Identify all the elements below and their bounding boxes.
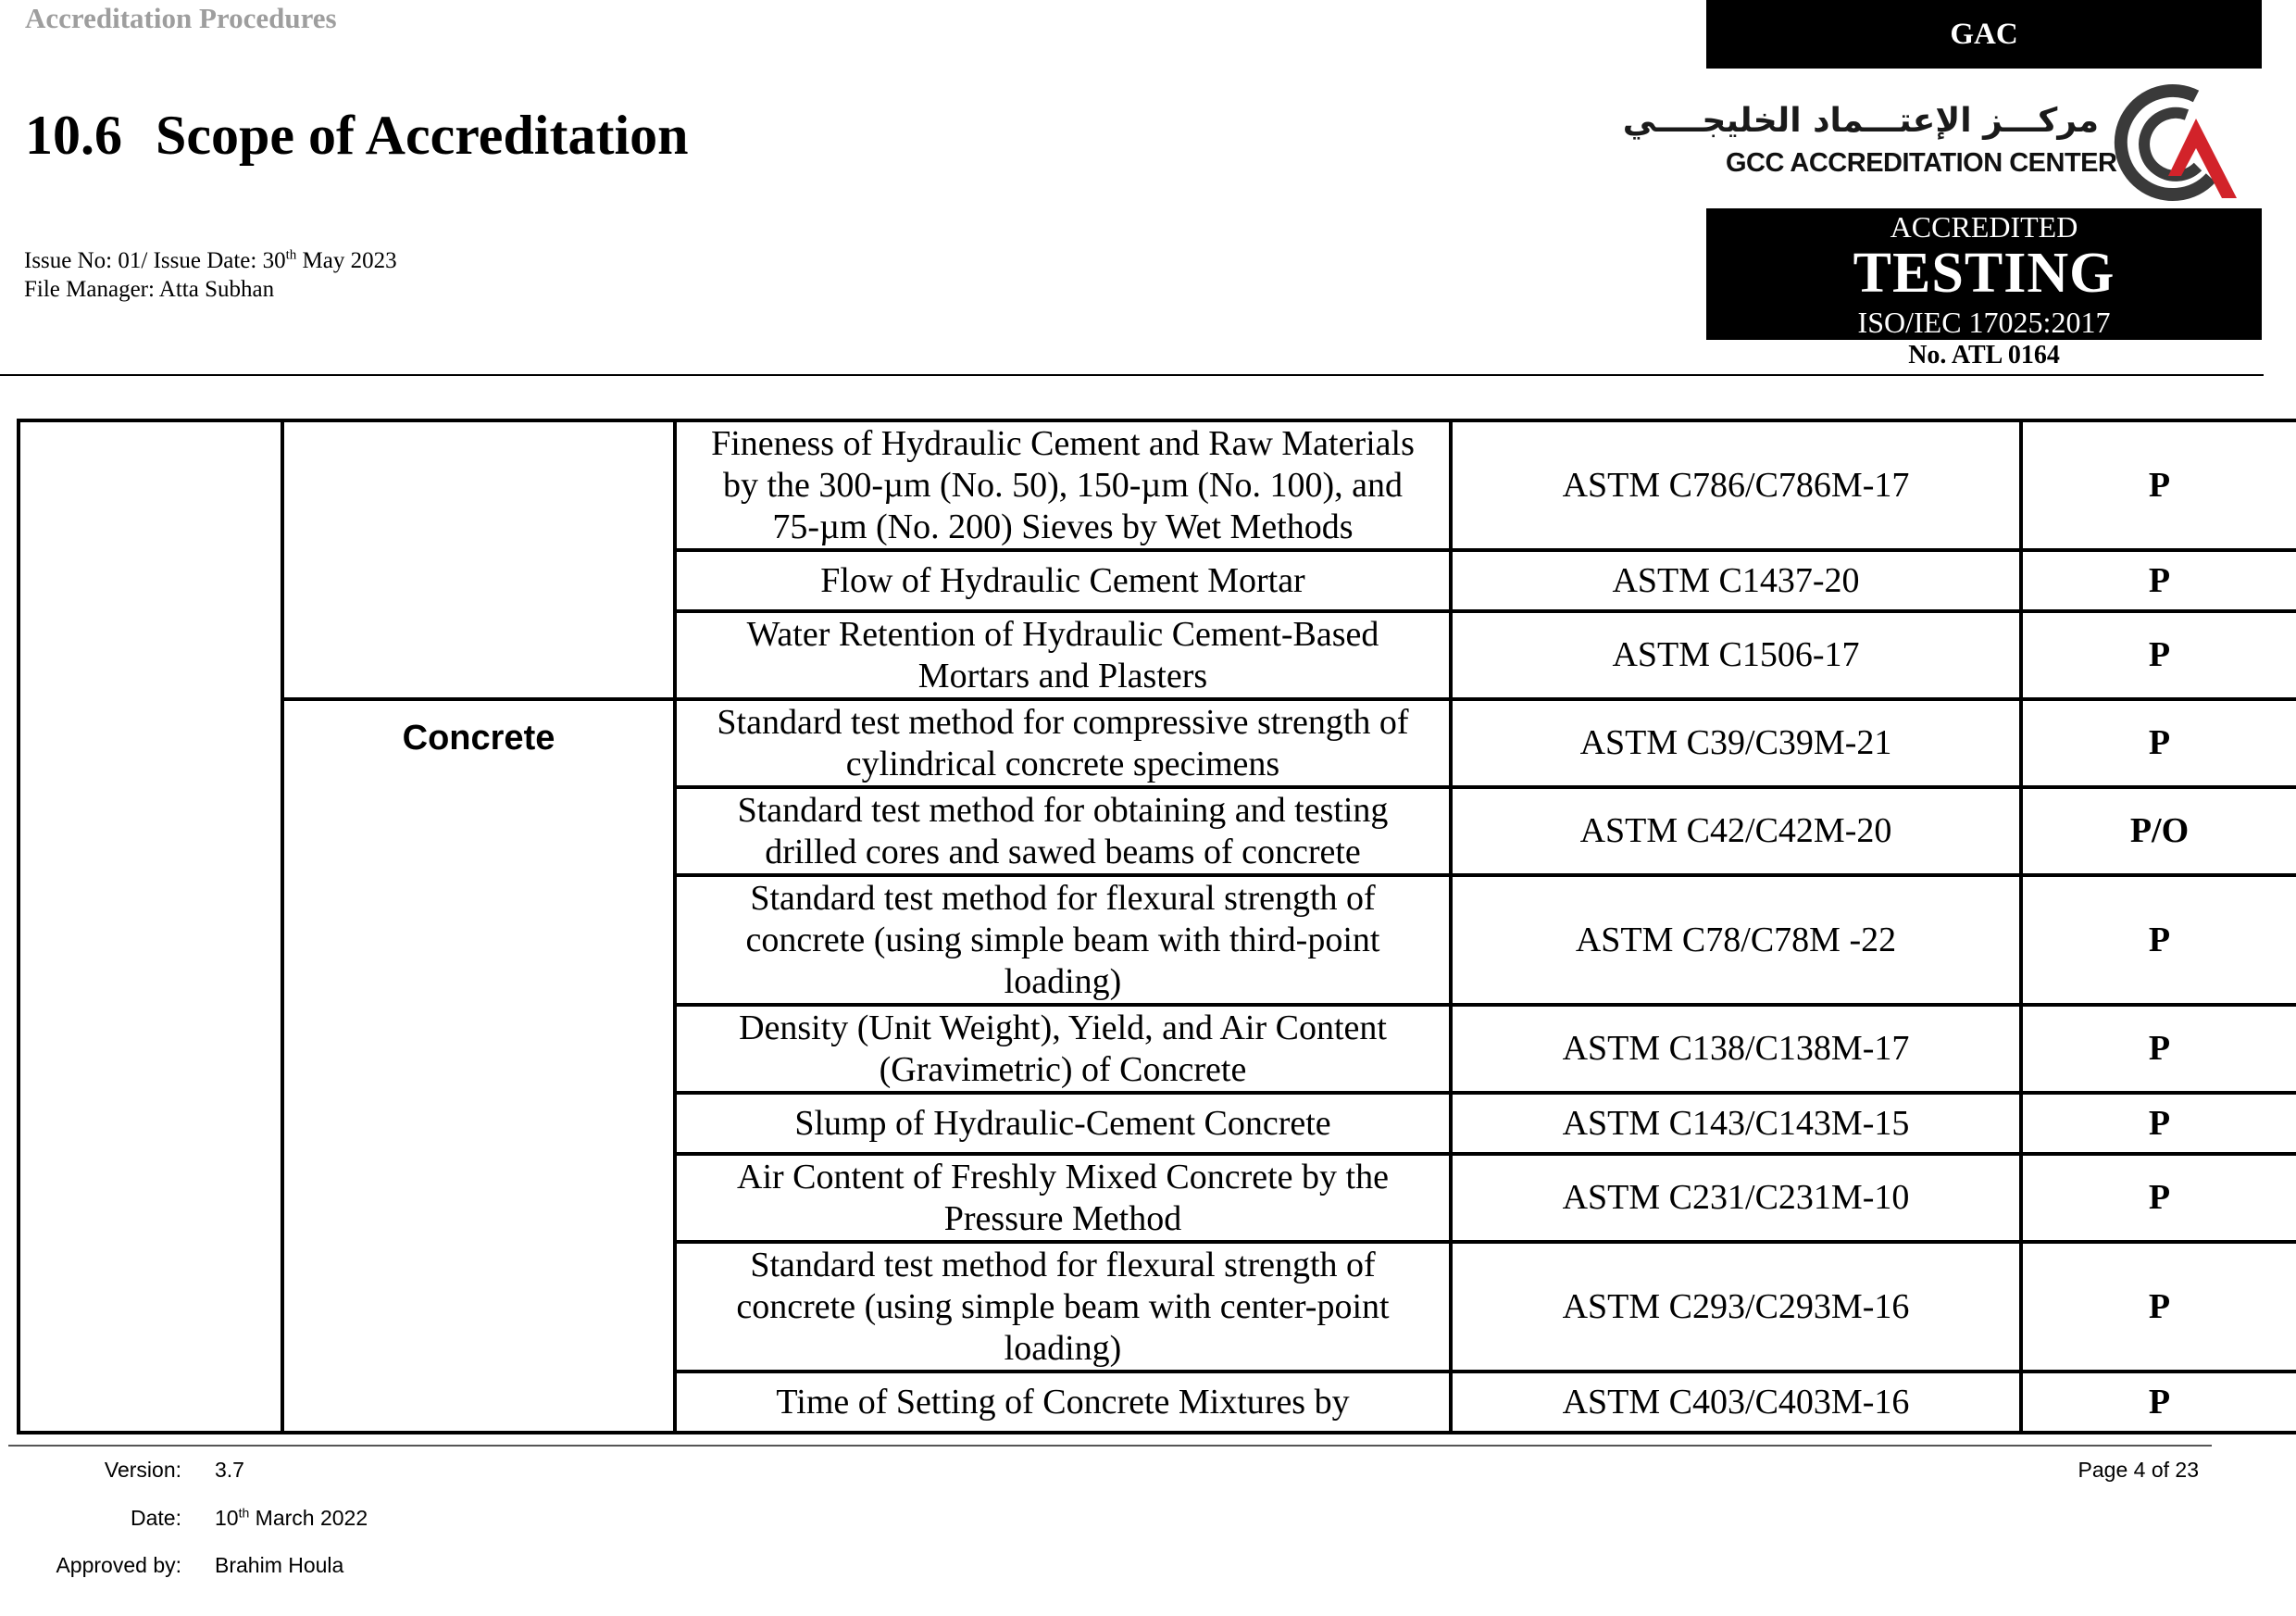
table-row — [19, 420, 2296, 550]
test-name: Standard test method for obtaining and testing drilled cores and sawed beams of concrete — [675, 787, 1451, 875]
gac-bar: GAC — [1706, 0, 2262, 69]
test-name: Slump of Hydraulic-Cement Concrete — [675, 1093, 1451, 1154]
accreditation-number: No. ATL 0164 — [1908, 341, 2060, 370]
standard-ref: ASTM C231/C231M-10 — [1451, 1154, 2021, 1242]
gac-arabic-name: مركـــز الإعتـــماد الخليجــــي — [1622, 102, 2099, 140]
standard-ref: ASTM C1506-17 — [1451, 611, 2021, 699]
version-value: 3.7 — [215, 1458, 244, 1482]
test-name: Density (Unit Weight), Yield, and Air Content (Gravimetric) of Concrete — [675, 1005, 1451, 1093]
approved-value: Brahim Houla — [215, 1553, 344, 1577]
standard-ref: ASTM C42/C42M-20 — [1451, 787, 2021, 875]
location-code: P — [2021, 699, 2296, 787]
location-code: P — [2021, 420, 2296, 550]
test-name: Flow of Hydraulic Cement Mortar — [675, 550, 1451, 611]
footer-divider — [8, 1445, 2212, 1447]
location-code: P — [2021, 875, 2296, 1005]
standard-ref: ASTM C1437-20 — [1451, 550, 2021, 611]
location-code: P — [2021, 550, 2296, 611]
test-name: Standard test method for flexural strength of concrete (using simple beam with center-point loading) — [675, 1242, 1451, 1372]
gac-logo-icon — [2107, 76, 2246, 206]
version-label: Version: — [104, 1458, 181, 1482]
test-name: Fineness of Hydraulic Cement and Raw Materials by the 300-µm (No. 50), 150-µm (No. 100), and 75-µm (No. 200) Sieves by Wet Methods — [675, 420, 1451, 550]
location-code: P/O — [2021, 787, 2296, 875]
testing-label: TESTING — [1853, 242, 2115, 305]
file-manager: File Manager: Atta Subhan — [24, 277, 275, 302]
document-series-label: Accreditation Procedures — [25, 2, 337, 34]
field-cell — [19, 420, 282, 1433]
iso-standard: ISO/IEC 17025:2017 — [1857, 306, 2111, 339]
location-code: P — [2021, 1093, 2296, 1154]
location-code: P — [2021, 1242, 2296, 1372]
section-title: Scope of Accreditation — [156, 105, 689, 166]
page-title — [25, 104, 688, 168]
section-number: 10.6 — [25, 105, 122, 166]
location-code: P — [2021, 1154, 2296, 1242]
category-cell-empty — [282, 420, 675, 699]
test-name: Air Content of Freshly Mixed Concrete by the Pressure Method — [675, 1154, 1451, 1242]
accreditation-badge — [1706, 208, 2262, 340]
approved-label: Approved by: — [56, 1553, 181, 1577]
scope-table — [17, 419, 2296, 1434]
test-name: Standard test method for flexural strength of concrete (using simple beam with third-point loading) — [675, 875, 1451, 1005]
header-divider — [0, 374, 2264, 376]
accredited-label: ACCREDITED — [1890, 210, 2078, 244]
standard-ref: ASTM C78/C78M -22 — [1451, 875, 2021, 1005]
date-label: Date: — [131, 1506, 181, 1530]
test-name: Standard test method for compressive strength of cylindrical concrete specimens — [675, 699, 1451, 787]
issue-info — [24, 246, 397, 304]
table-row — [19, 699, 2296, 787]
category-concrete: Concrete — [282, 699, 675, 1433]
standard-ref: ASTM C403/C403M-16 — [1451, 1372, 2021, 1433]
standard-ref: ASTM C786/C786M-17 — [1451, 420, 2021, 550]
standard-ref: ASTM C293/C293M-16 — [1451, 1242, 2021, 1372]
page-number: Page 4 of 23 — [2078, 1458, 2199, 1482]
test-name: Time of Setting of Concrete Mixtures by — [675, 1372, 1451, 1433]
gac-english-name: GCC ACCREDITATION CENTER — [1726, 148, 2117, 178]
date-value: 10th March 2022 — [215, 1505, 368, 1530]
location-code: P — [2021, 611, 2296, 699]
standard-ref: ASTM C39/C39M-21 — [1451, 699, 2021, 787]
standard-ref: ASTM C138/C138M-17 — [1451, 1005, 2021, 1093]
test-name: Water Retention of Hydraulic Cement-Based Mortars and Plasters — [675, 611, 1451, 699]
location-code: P — [2021, 1005, 2296, 1093]
issue-line: Issue No: 01/ Issue Date: 30th May 2023 — [24, 247, 397, 273]
location-code: P — [2021, 1372, 2296, 1433]
standard-ref: ASTM C143/C143M-15 — [1451, 1093, 2021, 1154]
